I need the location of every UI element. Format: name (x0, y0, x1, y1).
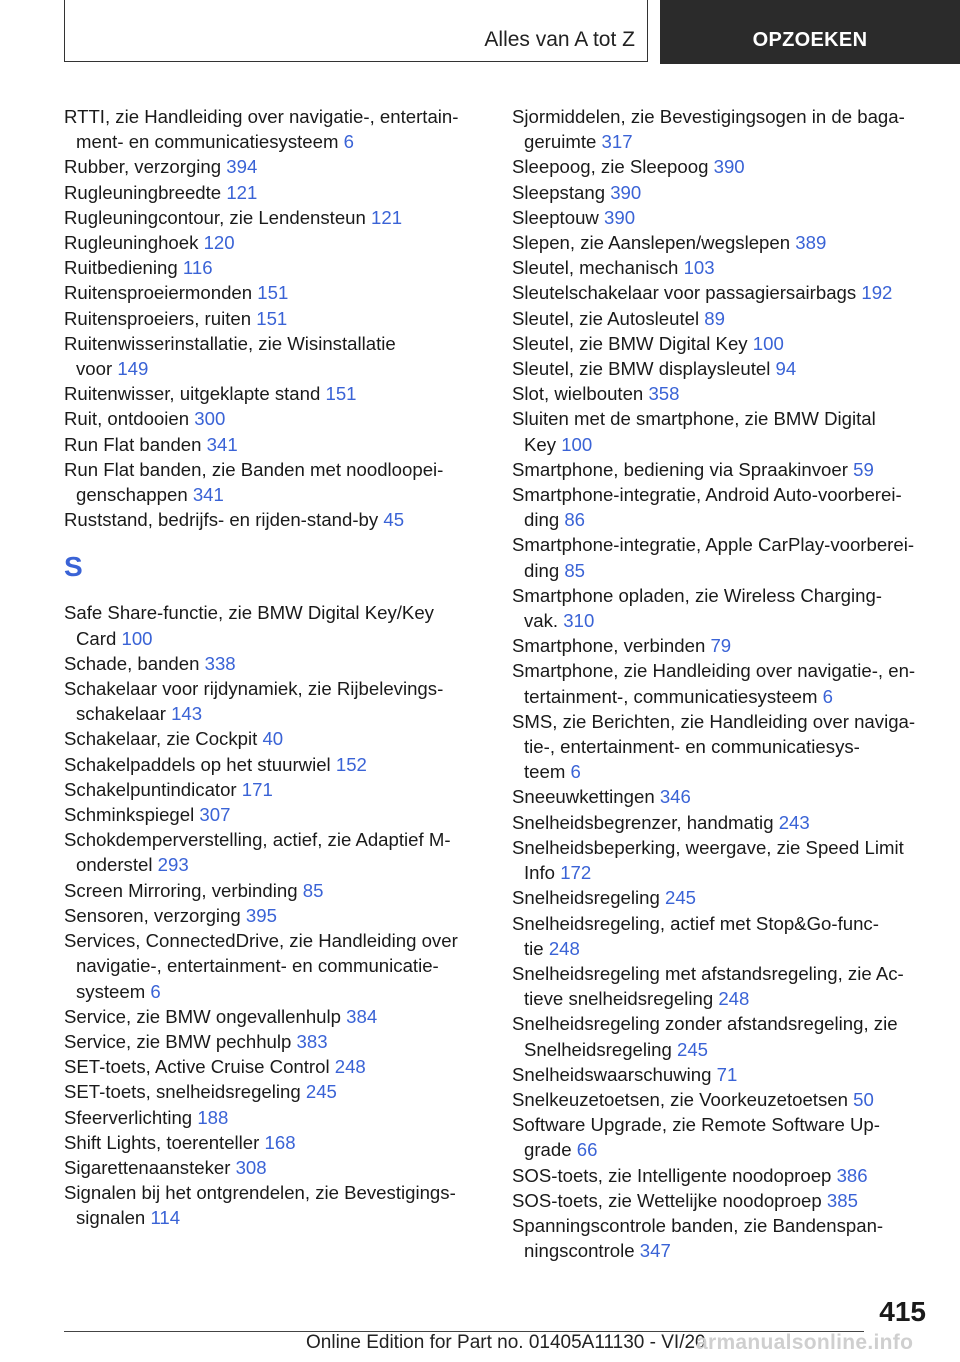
index-term: Ruit, ontdooien (64, 408, 190, 430)
page-reference-link[interactable]: 45 (383, 509, 405, 531)
page-reference-link[interactable]: 389 (795, 232, 827, 254)
page-reference-link[interactable]: 310 (563, 610, 595, 632)
page-reference-link[interactable]: 116 (182, 257, 213, 279)
index-term-continued: ding (524, 559, 560, 581)
index-entry (512, 230, 932, 255)
page-reference-link[interactable]: 293 (157, 854, 189, 876)
index-term: Sleutel, zie BMW displaysleutel (512, 358, 771, 380)
page-reference-link[interactable]: 100 (561, 433, 593, 455)
index-entry (64, 878, 484, 903)
index-term: Sleutel, zie Autosleutel (512, 307, 700, 329)
index-entry (64, 331, 484, 381)
index-term: Sleutel, zie BMW Digital Key (512, 332, 748, 354)
page-reference-link[interactable]: 171 (241, 778, 273, 800)
page-reference-link[interactable]: 317 (601, 131, 633, 153)
page-reference-link[interactable]: 395 (245, 904, 277, 926)
page-reference-link[interactable]: 386 (836, 1164, 868, 1186)
index-entry (64, 1155, 484, 1180)
index-column-right (512, 104, 932, 1263)
index-term-continued: ment- en communicatiesysteem (76, 131, 339, 153)
index-term: Safe Share-functie, zie BMW Digital Key/Key (64, 602, 434, 624)
index-term-continued: navigatie-, entertainment- en communicatie- (76, 955, 439, 977)
page-reference-link[interactable]: 243 (778, 811, 810, 833)
index-term-continued: tertainment-, communicatiesysteem (524, 685, 818, 707)
page-reference-link[interactable]: 390 (713, 156, 745, 178)
page-reference-link[interactable]: 114 (150, 1207, 181, 1229)
page-reference-link[interactable]: 151 (325, 383, 357, 405)
index-entry (512, 406, 932, 456)
index-entry (64, 406, 484, 431)
index-term: Signalen bij het ontgrendelen, zie Bevestigings- (64, 1182, 456, 1204)
lookup-tab[interactable] (660, 0, 960, 64)
index-entry (512, 1011, 932, 1061)
index-term: Snelkeuzetoetsen, zie Voorkeuzetoetsen (512, 1088, 848, 1110)
page-reference-link[interactable]: 358 (648, 383, 680, 405)
index-term: Snelheidswaarschuwing (512, 1063, 712, 1085)
index-entry (64, 432, 484, 457)
index-entry (512, 1163, 932, 1188)
page-reference-link[interactable]: 103 (683, 257, 715, 279)
index-entry (512, 961, 932, 1011)
page-reference-link[interactable]: 245 (677, 1038, 709, 1060)
index-term: Service, zie BMW pechhulp (64, 1030, 292, 1052)
index-term-continued: tie-, entertainment- en communicatiesys- (524, 736, 860, 758)
index-term: Smartphone, verbinden (512, 635, 706, 657)
index-term-continued: grade (524, 1139, 572, 1161)
page-reference-link[interactable]: 394 (226, 156, 258, 178)
index-term: Ruitensproeiers, ruiten (64, 307, 252, 329)
index-entry (512, 810, 932, 835)
index-term: Run Flat banden (64, 433, 202, 455)
index-term: SMS, zie Berichten, zie Handleiding over naviga- (512, 710, 916, 732)
page-reference-link[interactable]: 50 (853, 1088, 874, 1110)
index-entry (64, 306, 484, 331)
page-header (64, 0, 960, 64)
page-reference-link[interactable]: 188 (197, 1106, 229, 1128)
index-term: SET-toets, Active Cruise Control (64, 1056, 330, 1078)
page-reference-link[interactable]: 341 (206, 433, 238, 455)
index-entry (512, 1188, 932, 1213)
page-reference-link[interactable]: 151 (256, 307, 288, 329)
index-term-continued: vak. (524, 610, 559, 632)
index-term: Snelheidsregeling, actief met Stop&Go-func- (512, 912, 879, 934)
page-reference-link[interactable]: 6 (343, 131, 354, 153)
index-entry (512, 457, 932, 482)
index-term-continued: schakelaar (76, 703, 166, 725)
page-reference-link[interactable]: 338 (204, 652, 236, 674)
index-term: Smartphone opladen, zie Wireless Charging- (512, 584, 882, 606)
page-reference-link[interactable]: 149 (117, 358, 149, 380)
index-entry (512, 154, 932, 179)
section-tab-label: Alles van A tot Z (484, 28, 635, 51)
index-term: Slepen, zie Aanslepen/wegslepen (512, 232, 791, 254)
index-entry (64, 1180, 484, 1230)
page-reference-link[interactable]: 152 (335, 753, 367, 775)
page-reference-link[interactable]: 385 (826, 1189, 858, 1211)
page-reference-link[interactable]: 172 (560, 862, 592, 884)
index-entry (512, 306, 932, 331)
index-entry (512, 180, 932, 205)
index-entry (512, 255, 932, 280)
page-reference-link[interactable]: 390 (604, 206, 636, 228)
page-reference-link[interactable]: 245 (665, 887, 697, 909)
page-reference-link[interactable]: 71 (716, 1063, 738, 1085)
index-term: Screen Mirroring, verbinding (64, 879, 298, 901)
index-term: Sfeerverlichting (64, 1106, 193, 1128)
index-term-continued: tieve snelheidsregeling (524, 988, 714, 1010)
index-term: Snelheidsbegrenzer, handmatig (512, 811, 774, 833)
index-term: Sjormiddelen, zie Bevestigingsogen in de baga- (512, 106, 905, 127)
index-entry (512, 205, 932, 230)
page-reference-link[interactable]: 245 (305, 1081, 337, 1103)
index-term: Run Flat banden, zie Banden met noodloopei- (64, 458, 444, 480)
index-entry (512, 835, 932, 885)
page-reference-link[interactable]: 384 (346, 1005, 378, 1027)
page-reference-link[interactable]: 192 (861, 282, 893, 304)
page-reference-link[interactable]: 346 (659, 786, 691, 808)
page-reference-link[interactable]: 121 (226, 181, 258, 203)
index-term: Schakelpuntindicator (64, 778, 237, 800)
index-entry (64, 600, 484, 650)
index-term: Ruitenwisserinstallatie, zie Wisinstallatie (64, 332, 396, 354)
index-term: Smartphone-integratie, Android Auto-voorberei- (512, 484, 902, 506)
index-entry (512, 583, 932, 633)
index-entry (64, 802, 484, 827)
index-term: Schakelpaddels op het stuurwiel (64, 753, 331, 775)
index-entry (64, 726, 484, 751)
index-entry (64, 381, 484, 406)
index-entry (64, 180, 484, 205)
index-term: Snelheidsregeling met afstandsregeling, zie Ac- (512, 962, 904, 984)
index-term: SET-toets, snelheidsregeling (64, 1081, 301, 1103)
index-term-continued: genschappen (76, 484, 188, 506)
index-entry (64, 752, 484, 777)
index-term-continued: Snelheidsregeling (524, 1038, 672, 1060)
index-entry (64, 1130, 484, 1155)
page-reference-link[interactable]: 85 (564, 559, 586, 581)
index-term: Sleeptouw (512, 206, 599, 228)
index-entry (64, 457, 484, 507)
index-entry (512, 1062, 932, 1087)
page-reference-link[interactable]: 307 (199, 804, 231, 826)
page-reference-link[interactable]: 121 (371, 206, 403, 228)
index-entry (512, 356, 932, 381)
page-reference-link[interactable]: 6 (570, 761, 581, 783)
index-term: Sneeuwkettingen (512, 786, 655, 808)
index-entry (512, 280, 932, 305)
index-entry (512, 381, 932, 406)
page-reference-link[interactable]: 86 (564, 509, 586, 531)
index-entry (64, 928, 484, 1004)
index-term: Ruitbediening (64, 257, 178, 279)
index-term: Schokdemperverstelling, actief, zie Adaptief M- (64, 829, 451, 851)
index-entry (64, 1079, 484, 1104)
index-group-r (64, 104, 484, 532)
index-entry (64, 903, 484, 928)
index-term: RTTI, zie Handleiding over navigatie-, entertain- (64, 106, 459, 127)
index-entry (64, 827, 484, 877)
index-term: SOS-toets, zie Intelligente noodoproep (512, 1164, 832, 1186)
page-reference-link[interactable]: 168 (264, 1131, 296, 1153)
page-reference-link[interactable]: 79 (710, 635, 732, 657)
index-term-continued: signalen (76, 1207, 146, 1229)
index-term: Slot, wielbouten (512, 383, 644, 405)
index-term: Shift Lights, toerenteller (64, 1131, 260, 1153)
index-entry (64, 154, 484, 179)
index-term: Spanningscontrole banden, zie Bandenspan- (512, 1214, 884, 1236)
index-term: Schminkspiegel (64, 804, 195, 826)
index-term: Sleutel, mechanisch (512, 257, 679, 279)
page-reference-link[interactable]: 94 (775, 358, 797, 380)
page-reference-link[interactable]: 248 (334, 1056, 366, 1078)
index-term: Sleepoog, zie Sleepoog (512, 156, 709, 178)
index-entry (64, 1105, 484, 1130)
index-entry (512, 709, 932, 785)
index-term: Snelheidsregeling zonder afstandsregeling, zie (512, 1013, 898, 1035)
index-entry (512, 482, 932, 532)
index-term-continued: ningscontrole (524, 1240, 635, 1262)
index-entry (512, 885, 932, 910)
index-entry (64, 205, 484, 230)
index-entry (512, 532, 932, 582)
index-term-continued: geruimte (524, 131, 597, 153)
index-entry (64, 1004, 484, 1029)
index-term-continued: systeem (76, 980, 146, 1002)
index-term: Ruststand, bedrijfs- en rijden-stand-by (64, 509, 379, 531)
page-reference-link[interactable]: 390 (610, 181, 642, 203)
index-entry (512, 104, 932, 154)
page-reference-link[interactable]: 100 (121, 627, 153, 649)
page-reference-link[interactable]: 40 (262, 728, 284, 750)
index-term: Smartphone, zie Handleiding over navigatie-, en- (512, 660, 916, 682)
index-entry (512, 1087, 932, 1112)
section-letter: S (64, 551, 83, 583)
index-term: Smartphone-integratie, Apple CarPlay-voorberei- (512, 534, 915, 556)
page-reference-link[interactable]: 300 (194, 408, 226, 430)
page-reference-link[interactable]: 341 (192, 484, 224, 506)
index-term: Schakelaar, zie Cockpit (64, 728, 258, 750)
index-term: Schakelaar voor rijdynamiek, zie Rijbelevings- (64, 678, 444, 700)
page-reference-link[interactable]: 308 (235, 1156, 267, 1178)
index-term: Rugleuningbreedte (64, 181, 222, 203)
index-term-continued: voor (76, 358, 113, 380)
index-term: Sleutelschakelaar voor passagiersairbags (512, 282, 857, 304)
index-term: Sluiten met de smartphone, zie BMW Digital (512, 408, 876, 430)
index-entry (64, 104, 484, 154)
index-entry (64, 1029, 484, 1054)
page-reference-link[interactable]: 143 (171, 703, 203, 725)
section-tab[interactable] (64, 0, 648, 62)
index-entry (512, 784, 932, 809)
footer-edition: Online Edition for Part no. 01405A11130 - VI/20 (306, 1332, 706, 1353)
index-term: Sigarettenaansteker (64, 1156, 231, 1178)
page-reference-link[interactable]: 120 (203, 232, 235, 254)
index-entry (512, 911, 932, 961)
index-column-left (64, 104, 484, 1231)
index-term: Ruitensproeiermonden (64, 282, 253, 304)
index-term: Services, ConnectedDrive, zie Handleiding over (64, 930, 458, 952)
index-entry (64, 230, 484, 255)
index-term: Rugleuningcontour, zie Lendensteun (64, 206, 366, 228)
index-entry (64, 255, 484, 280)
index-term-continued: Key (524, 433, 557, 455)
watermark: armanualsonline.info (696, 1331, 914, 1354)
page-reference-link[interactable]: 59 (853, 458, 874, 480)
index-entry (512, 331, 932, 356)
page-reference-link[interactable]: 89 (704, 307, 725, 329)
index-term: Schade, banden (64, 652, 200, 674)
index-term: Service, zie BMW ongevallenhulp (64, 1005, 341, 1027)
index-term-continued: onderstel (76, 854, 153, 876)
index-entry (512, 1112, 932, 1162)
index-term: Smartphone, bediening via Spraakinvoer (512, 458, 848, 480)
index-group-s (64, 600, 484, 1230)
index-term: Ruitenwisser, uitgeklapte stand (64, 383, 321, 405)
page-reference-link[interactable]: 248 (718, 988, 750, 1010)
page-reference-link[interactable]: 347 (639, 1240, 671, 1262)
index-term: Snelheidsregeling (512, 887, 660, 909)
page-reference-link[interactable]: 66 (576, 1139, 598, 1161)
index-term: Snelheidsbeperking, weergave, zie Speed Limit (512, 836, 904, 858)
page-reference-link[interactable]: 248 (548, 937, 580, 959)
index-term: SOS-toets, zie Wettelijke noodoproep (512, 1189, 822, 1211)
lookup-tab-label: OPZOEKEN (752, 29, 868, 51)
index-term-continued: teem (524, 761, 566, 783)
index-entry (64, 676, 484, 726)
index-term: Rugleuninghoek (64, 232, 199, 254)
page-reference-link[interactable]: 85 (302, 879, 324, 901)
page-reference-link[interactable]: 100 (752, 332, 784, 354)
page-reference-link[interactable]: 6 (822, 685, 833, 707)
index-entry (64, 1054, 484, 1079)
index-entry (512, 658, 932, 708)
index-entry (64, 280, 484, 305)
index-entry (64, 651, 484, 676)
index-term: Sensoren, verzorging (64, 904, 241, 926)
index-term: Rubber, verzorging (64, 156, 222, 178)
page-reference-link[interactable]: 383 (296, 1030, 328, 1052)
index-term-continued: ding (524, 509, 560, 531)
index-entry (512, 1213, 932, 1263)
index-entry (64, 777, 484, 802)
index-term: Software Upgrade, zie Remote Software Up- (512, 1114, 880, 1136)
index-group-s-continued (512, 104, 932, 1263)
index-term-continued: Info (524, 862, 556, 884)
index-entry (512, 633, 932, 658)
index-term: Sleepstang (512, 181, 606, 203)
index-term-continued: tie (524, 937, 544, 959)
index-term-continued: Card (76, 627, 117, 649)
page-reference-link[interactable]: 6 (150, 980, 161, 1002)
index-entry (64, 507, 484, 532)
page-reference-link[interactable]: 151 (257, 282, 289, 304)
page-number: 415 (879, 1296, 926, 1327)
